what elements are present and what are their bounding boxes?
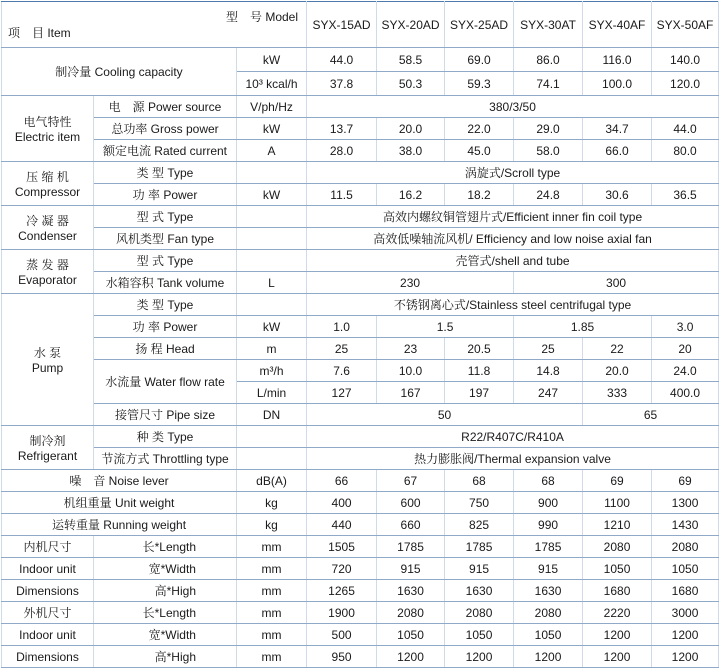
table-row [2, 140, 719, 162]
value-cell: 14.8 [514, 360, 583, 382]
value-cell: 65 [583, 404, 719, 426]
value-cell: 22 [583, 338, 652, 360]
value-cell: 1200 [583, 624, 652, 646]
table-row [2, 272, 719, 294]
value-cell: 100.0 [583, 72, 652, 96]
value-cell: 58.0 [514, 140, 583, 162]
value-cell: 915 [514, 558, 583, 580]
value-cell: 68 [514, 470, 583, 492]
value-cell: 59.3 [445, 72, 514, 96]
value-cell: 140.0 [652, 48, 719, 72]
table-row [2, 492, 719, 514]
value-cell: 400 [307, 492, 377, 514]
table-row [2, 184, 719, 206]
refrigerant-label-en: Refrigerant [17, 449, 78, 463]
value-cell: 1.5 [377, 316, 514, 338]
fan-type-label: 风机类型 Fan type [94, 228, 237, 250]
table-row [2, 162, 719, 184]
value-cell: 1265 [307, 580, 377, 602]
value-cell: 1050 [377, 624, 445, 646]
unit-cell: mm [237, 602, 307, 624]
value-cell: 45.0 [445, 140, 514, 162]
table-row [2, 316, 719, 338]
unit-cell [237, 294, 307, 316]
value-cell: 2080 [514, 602, 583, 624]
compressor-type-value: 涡旋式/Scroll type [307, 162, 719, 184]
value-cell: 1.0 [307, 316, 377, 338]
value-cell: 2080 [445, 602, 514, 624]
condenser-type-label: 型 式 Type [94, 206, 237, 228]
value-cell: 58.5 [377, 48, 445, 72]
length-label: 长*Length [94, 602, 237, 624]
value-cell: 29.0 [514, 118, 583, 140]
pipe-size-label: 接管尺寸 Pipe size [94, 404, 237, 426]
value-cell: 1630 [377, 580, 445, 602]
unit-cell [237, 228, 307, 250]
indoor-dims-label-en1: Indoor unit [2, 558, 94, 580]
value-cell: 34.7 [583, 118, 652, 140]
unit-cell [237, 250, 307, 272]
value-cell: 915 [377, 558, 445, 580]
unit-cell: mm [237, 646, 307, 668]
compressor-group-label [2, 162, 94, 206]
compressor-label-en: Compressor [14, 185, 81, 199]
pump-power-label: 功 率 Power [94, 316, 237, 338]
unit-cell: kW [237, 48, 307, 72]
table-row [2, 580, 719, 602]
value-cell: 38.0 [377, 140, 445, 162]
value-cell: 1050 [445, 624, 514, 646]
value-cell: 25 [307, 338, 377, 360]
water-flow-label: 水流量 Water flow rate [94, 360, 237, 404]
value-cell: 66 [307, 470, 377, 492]
value-cell: 68 [445, 470, 514, 492]
model-name: SYX-15AD [307, 2, 377, 48]
evaporator-group-label [2, 250, 94, 294]
value-cell: 86.0 [514, 48, 583, 72]
value-cell: 7.6 [307, 360, 377, 382]
value-cell: 1210 [583, 514, 652, 536]
value-cell: 1505 [307, 536, 377, 558]
high-label: 高*High [94, 580, 237, 602]
pump-type-label: 类 型 Type [94, 294, 237, 316]
gross-power-label: 总功率 Gross power [94, 118, 237, 140]
table-row [2, 338, 719, 360]
outdoor-dims-label-cn: 外机尺寸 [2, 602, 94, 624]
value-cell: 660 [377, 514, 445, 536]
evaporator-label-cn: 蒸 发 器 [26, 258, 69, 272]
value-cell: 74.1 [514, 72, 583, 96]
unit-cell: kg [237, 514, 307, 536]
throttling-type-value: 热力膨胀阀/Thermal expansion valve [307, 448, 719, 470]
rated-current-label: 额定电流 Rated current [94, 140, 237, 162]
value-cell: 1200 [514, 646, 583, 668]
outdoor-dims-label-en2: Dimensions [2, 646, 94, 668]
noise-label: 噪 音 Noise lever [2, 470, 237, 492]
value-cell: 20 [652, 338, 719, 360]
model-name: SYX-25AD [445, 2, 514, 48]
value-cell: 30.6 [583, 184, 652, 206]
value-cell: 990 [514, 514, 583, 536]
value-cell: 20.0 [583, 360, 652, 382]
pump-head-label: 扬 程 Head [94, 338, 237, 360]
pump-label-cn: 水 泵 [33, 346, 62, 360]
power-source-label: 电 源 Power source [94, 96, 237, 118]
value-cell: 120.0 [652, 72, 719, 96]
unit-cell: mm [237, 624, 307, 646]
value-cell: 333 [583, 382, 652, 404]
compressor-type-label: 类 型 Type [94, 162, 237, 184]
unit-cell: mm [237, 580, 307, 602]
value-cell: 1630 [514, 580, 583, 602]
table-row [2, 536, 719, 558]
outdoor-dims-label-en1: Indoor unit [2, 624, 94, 646]
table-row [2, 404, 719, 426]
table-row [2, 118, 719, 140]
unit-cell: L [237, 272, 307, 294]
value-cell: 1430 [652, 514, 719, 536]
tank-volume-label: 水箱容积 Tank volume [94, 272, 237, 294]
refrigerant-group-label [2, 426, 94, 470]
value-cell: 66.0 [583, 140, 652, 162]
unit-cell [237, 206, 307, 228]
pump-group-label [2, 294, 94, 426]
unit-cell: dB(A) [237, 470, 307, 492]
table-row [2, 448, 719, 470]
value-cell: 247 [514, 382, 583, 404]
value-cell: 300 [514, 272, 719, 294]
value-cell: 1200 [652, 624, 719, 646]
value-cell: 50.3 [377, 72, 445, 96]
value-cell: 750 [445, 492, 514, 514]
value-cell: 67 [377, 470, 445, 492]
unit-cell: m³/h [237, 360, 307, 382]
value-cell: 600 [377, 492, 445, 514]
value-cell: 915 [445, 558, 514, 580]
value-cell: 720 [307, 558, 377, 580]
value-cell: 11.5 [307, 184, 377, 206]
throttling-type-label: 节流方式 Throttling type [94, 448, 237, 470]
pump-label-en: Pump [31, 361, 64, 375]
value-cell: 1050 [514, 624, 583, 646]
value-cell: 127 [307, 382, 377, 404]
refrigerant-type-value: R22/R407C/R410A [307, 426, 719, 448]
value-cell: 1680 [583, 580, 652, 602]
electric-label-cn: 电气特性 [23, 115, 72, 129]
power-source-value: 380/3/50 [307, 96, 719, 118]
value-cell: 69 [652, 470, 719, 492]
electric-label-en: Electric item [14, 130, 81, 144]
value-cell: 28.0 [307, 140, 377, 162]
model-header-label: 型 号 Model [226, 10, 299, 24]
model-name: SYX-50AF [652, 2, 719, 48]
unit-cell: A [237, 140, 307, 162]
unit-cell: kW [237, 316, 307, 338]
table-row [2, 646, 719, 668]
value-cell: 3000 [652, 602, 719, 624]
value-cell: 13.7 [307, 118, 377, 140]
value-cell: 44.0 [307, 48, 377, 72]
indoor-dims-label-en2: Dimensions [2, 580, 94, 602]
unit-cell: kW [237, 184, 307, 206]
unit-cell: L/min [237, 382, 307, 404]
value-cell: 16.2 [377, 184, 445, 206]
table-row [2, 250, 719, 272]
condenser-label-cn: 冷 凝 器 [26, 214, 69, 228]
value-cell: 2080 [583, 536, 652, 558]
value-cell: 37.8 [307, 72, 377, 96]
width-label: 宽*Width [94, 558, 237, 580]
value-cell: 1900 [307, 602, 377, 624]
unit-cell: mm [237, 558, 307, 580]
value-cell: 900 [514, 492, 583, 514]
table-row [2, 294, 719, 316]
value-cell: 36.5 [652, 184, 719, 206]
length-label: 长*Length [94, 536, 237, 558]
unit-cell: 10³ kcal/h [237, 72, 307, 96]
value-cell: 2080 [652, 536, 719, 558]
refrigerant-label-cn: 制冷剂 [29, 434, 66, 448]
evaporator-label-en: Evaporator [18, 273, 77, 287]
evaporator-type-label: 型 式 Type [94, 250, 237, 272]
table-row [2, 602, 719, 624]
compressor-label-cn: 压 缩 机 [26, 170, 69, 184]
table-row [2, 470, 719, 492]
high-label: 高*High [94, 646, 237, 668]
value-cell: 1680 [652, 580, 719, 602]
indoor-dims-label-cn: 内机尺寸 [2, 536, 94, 558]
value-cell: 116.0 [583, 48, 652, 72]
unit-cell [237, 162, 307, 184]
unit-cell: kW [237, 118, 307, 140]
value-cell: 24.8 [514, 184, 583, 206]
value-cell: 23 [377, 338, 445, 360]
table-row [2, 228, 719, 250]
value-cell: 22.0 [445, 118, 514, 140]
value-cell: 69.0 [445, 48, 514, 72]
condenser-group-label [2, 206, 94, 250]
item-header-label: 项 目 Item [8, 26, 71, 40]
electric-group-label [2, 96, 94, 162]
condenser-type-value: 高效内螺纹铜管翅片式/Efficient inner fin coil type [307, 206, 719, 228]
cooling-capacity-label: 制冷量 Cooling capacity [2, 48, 237, 96]
value-cell: 950 [307, 646, 377, 668]
value-cell: 11.8 [445, 360, 514, 382]
value-cell: 230 [307, 272, 514, 294]
running-weight-label: 运转重量 Running weight [2, 514, 237, 536]
model-name: SYX-30AT [514, 2, 583, 48]
value-cell: 44.0 [652, 118, 719, 140]
table-row [2, 96, 719, 118]
value-cell: 25 [514, 338, 583, 360]
value-cell: 18.2 [445, 184, 514, 206]
unit-weight-label: 机组重量 Unit weight [2, 492, 237, 514]
value-cell: 825 [445, 514, 514, 536]
value-cell: 50 [307, 404, 583, 426]
value-cell: 1200 [377, 646, 445, 668]
value-cell: 440 [307, 514, 377, 536]
model-name: SYX-20AD [377, 2, 445, 48]
value-cell: 400.0 [652, 382, 719, 404]
unit-cell: DN [237, 404, 307, 426]
value-cell: 1050 [652, 558, 719, 580]
value-cell: 197 [445, 382, 514, 404]
value-cell: 1785 [377, 536, 445, 558]
value-cell: 20.5 [445, 338, 514, 360]
pump-type-value: 不锈钢离心式/Stainless steel centrifugal type [307, 294, 719, 316]
value-cell: 1785 [445, 536, 514, 558]
value-cell: 1050 [583, 558, 652, 580]
table-row [2, 624, 719, 646]
unit-cell: V/ph/Hz [237, 96, 307, 118]
value-cell: 1200 [583, 646, 652, 668]
table-row [2, 48, 719, 72]
unit-cell: kg [237, 492, 307, 514]
value-cell: 1300 [652, 492, 719, 514]
value-cell: 24.0 [652, 360, 719, 382]
value-cell: 1630 [445, 580, 514, 602]
condenser-label-en: Condenser [18, 229, 77, 243]
unit-cell: m [237, 338, 307, 360]
refrigerant-type-label: 种 类 Type [94, 426, 237, 448]
table-row [2, 206, 719, 228]
spec-table [1, 1, 719, 668]
unit-cell [237, 426, 307, 448]
unit-cell: mm [237, 536, 307, 558]
value-cell: 80.0 [652, 140, 719, 162]
table-row [2, 360, 719, 382]
header-label-cell [2, 2, 307, 48]
value-cell: 1.85 [514, 316, 652, 338]
value-cell: 69 [583, 470, 652, 492]
value-cell: 1100 [583, 492, 652, 514]
value-cell: 500 [307, 624, 377, 646]
width-label: 宽*Width [94, 624, 237, 646]
table-row [2, 426, 719, 448]
unit-cell [237, 448, 307, 470]
table-row [2, 558, 719, 580]
model-name: SYX-40AF [583, 2, 652, 48]
value-cell: 1785 [514, 536, 583, 558]
value-cell: 167 [377, 382, 445, 404]
value-cell: 10.0 [377, 360, 445, 382]
compressor-power-label: 功 率 Power [94, 184, 237, 206]
header-row [2, 2, 719, 48]
value-cell: 3.0 [652, 316, 719, 338]
fan-type-value: 高效低噪轴流风机/ Efficiency and low noise axial fan [307, 228, 719, 250]
value-cell: 1200 [445, 646, 514, 668]
evaporator-type-value: 壳管式/shell and tube [307, 250, 719, 272]
value-cell: 2220 [583, 602, 652, 624]
value-cell: 20.0 [377, 118, 445, 140]
table-row [2, 514, 719, 536]
value-cell: 1200 [652, 646, 719, 668]
value-cell: 2080 [377, 602, 445, 624]
